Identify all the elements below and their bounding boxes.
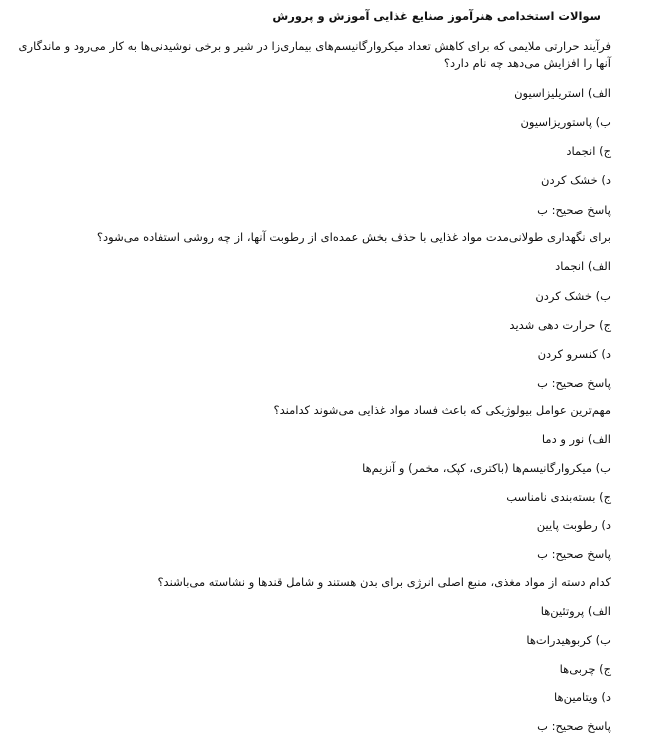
question-1-option-d: د) خشک کردن: [541, 173, 611, 187]
question-3-option-c: ج) بسته‌بندی نامناسب: [506, 490, 611, 504]
document-title: سوالات استخدامی هنرآموز صنایع غذایی آموزش و پرورش: [272, 9, 601, 23]
question-4-option-c: ج) چربی‌ها: [559, 662, 611, 676]
question-4-option-b: ب) کربوهیدرات‌ها: [526, 633, 611, 647]
question-1-text: فرآیند حرارتی ملایمی که برای کاهش تعداد میکروارگانیسم‌های بیماری‌زا در شیر و برخی نوشیدنی‌ها به کار می‌رود و ماندگاری آنها را افزایش می‌دهد چه نام دارد؟: [18, 39, 611, 70]
question-3-answer: [537, 546, 611, 562]
question-3-option-d: د) رطوبت پایین: [536, 518, 611, 532]
question-2-answer: [537, 375, 611, 391]
question-1-answer: [537, 202, 611, 218]
question-2-option-b: ب) خشک کردن: [535, 289, 611, 303]
question-4-option-a: الف) پروتئین‌ها: [540, 604, 611, 618]
answer-label: پاسخ صحیح:: [551, 719, 611, 733]
question-1-option-c: ج) انجماد: [566, 144, 611, 158]
answer-value: ب: [537, 719, 548, 733]
question-2-option-d: د) کنسرو کردن: [537, 347, 611, 361]
question-3-option-b: ب) میکروارگانیسم‌ها (باکتری، کپک، مخمر) و آنزیم‌ها: [362, 461, 611, 475]
answer-label: پاسخ صحیح:: [551, 547, 611, 561]
question-1-option-b: ب) پاستوریزاسیون: [520, 115, 611, 129]
question-1-option-a: الف) استریلیزاسیون: [514, 86, 611, 100]
question-2-option-c: ج) حرارت دهی شدید: [509, 318, 611, 332]
question-4-text: کدام دسته از مواد مغذی، منبع اصلی انرژی برای بدن هستند و شامل قندها و نشاسته می‌باشند؟: [157, 575, 611, 589]
answer-value: ب: [537, 203, 548, 217]
question-2-option-a: الف) انجماد: [555, 259, 611, 273]
answer-label: پاسخ صحیح:: [551, 203, 611, 217]
question-3-text: مهم‌ترین عوامل بیولوژیکی که باعث فساد مواد غذایی می‌شوند کدامند؟: [273, 403, 611, 417]
answer-value: ب: [537, 376, 548, 390]
question-4-option-d: د) ویتامین‌ها: [554, 690, 611, 704]
answer-value: ب: [537, 547, 548, 561]
question-4-answer: [537, 718, 611, 734]
question-2-text: برای نگهداری طولانی‌مدت مواد غذایی با حذف بخش عمده‌ای از رطوبت آنها، از چه روشی استفاده می‌شود؟: [96, 230, 611, 244]
answer-label: پاسخ صحیح:: [551, 376, 611, 390]
question-3-option-a: الف) نور و دما: [541, 432, 611, 446]
